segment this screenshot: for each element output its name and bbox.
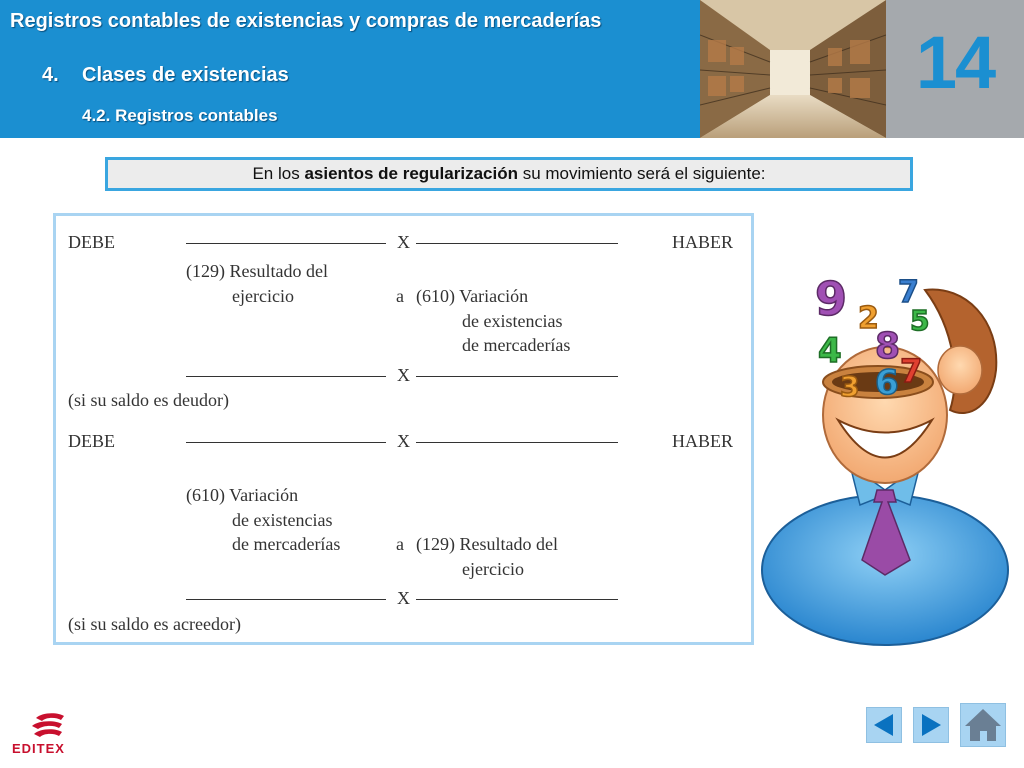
entry-separator-x: X [397,365,410,385]
section-title: Clases de existencias [82,64,289,86]
notice-text-after: su movimiento será el siguiente: [517,164,766,183]
editex-logo [8,712,80,760]
debit-account: (610) Variación [186,485,299,505]
debit-account-cont: de existencias [232,510,333,530]
debe-label: DEBE [68,431,115,451]
credit-account-cont: de existencias [462,311,563,331]
triangle-right-icon [914,708,948,742]
svg-text:7: 7 [900,352,923,390]
entry-condition-note: (si su saldo es deudor) [68,390,229,410]
svg-text:4: 4 [818,331,842,371]
haber-label: HABER [672,232,734,252]
journal-entries-panel [53,213,754,645]
previous-slide-button[interactable] [866,707,902,743]
svg-text:7: 7 [898,275,919,310]
svg-text:2: 2 [858,301,879,336]
thinking-person-illustration [760,270,1010,650]
section-heading [42,64,289,87]
triangle-left-icon [867,708,901,742]
entry-separator-x: X [397,431,410,451]
entry-rule [416,376,618,377]
svg-text:6: 6 [875,363,899,403]
entry-condition-note: (si su saldo es acreedor) [68,614,241,634]
debe-label: DEBE [68,232,115,252]
svg-text:8: 8 [875,326,901,367]
slide-title: Registros contables de existencias y compras de mercaderías [10,10,602,32]
warehouse-photo [700,0,886,138]
debit-account: (129) Resultado del [186,261,328,281]
editex-logo-mark [28,712,68,740]
entry-rule [186,442,386,443]
debit-account-cont: ejercicio [232,286,294,306]
notice-text-bold: asientos de regularización [304,164,518,183]
credit-account: (129) Resultado del [416,534,558,554]
credit-account-cont: ejercicio [462,559,524,579]
svg-text:5: 5 [910,304,930,337]
subsection-heading: 4.2. Registros contables [82,106,278,125]
svg-text:9: 9 [815,272,848,326]
chapter-badge [886,0,1024,138]
notice-text-before: En los [252,164,305,183]
section-number: 4. [42,64,59,86]
next-slide-button[interactable] [913,707,949,743]
home-button[interactable] [960,703,1006,747]
debit-account-cont: de mercaderías [232,534,341,554]
entry-separator-x: X [397,232,410,252]
editex-logo-text: EDITEX [12,741,65,756]
entry-separator-x: X [397,588,410,608]
entry-rule [186,376,386,377]
connector-a: a [396,534,404,554]
entry-rule [416,243,618,244]
credit-account: (610) Variación [416,286,529,306]
chapter-number: 14 [915,21,995,104]
entry-rule [186,243,386,244]
entry-rule [416,599,618,600]
header-bar [0,0,700,138]
intro-notice [105,157,913,191]
svg-text:3: 3 [840,370,860,403]
home-icon [961,704,1005,746]
haber-label: HABER [672,431,734,451]
entry-rule [416,442,618,443]
credit-account-cont: de mercaderías [462,335,571,355]
entry-rule [186,599,386,600]
connector-a: a [396,286,404,306]
